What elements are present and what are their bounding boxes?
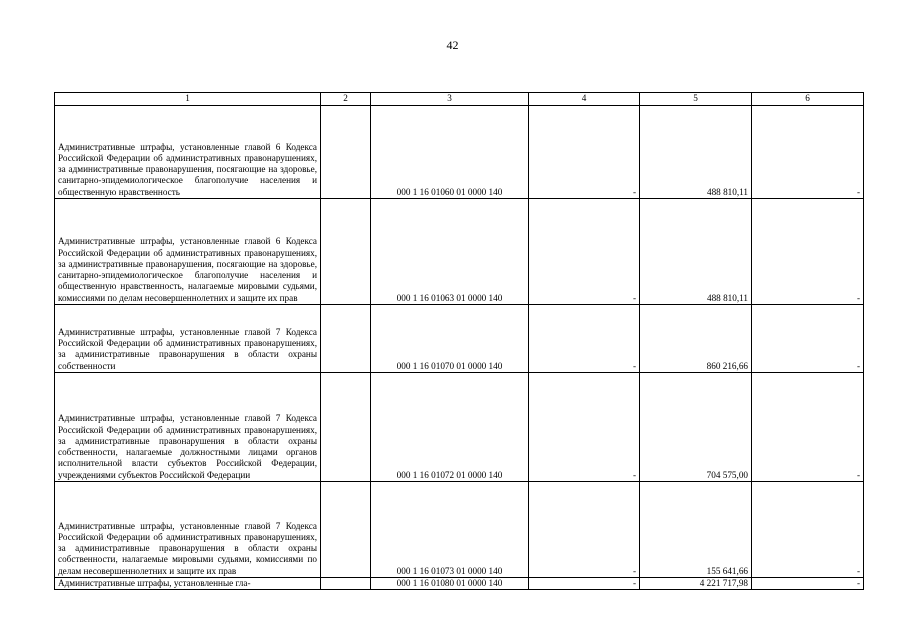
header-row: [55, 93, 864, 106]
row-col4: -: [529, 482, 640, 578]
row-col2: [321, 305, 371, 373]
row-col6: -: [752, 106, 864, 199]
row-col6: -: [752, 482, 864, 578]
row-col4: -: [529, 578, 640, 590]
row-description: Административные штрафы, установленные главой 7 Кодекса Российской Федерации об административных правонарушениях, за административные правонарушения в области охраны собственности, налагаемые мировыми судьями, комиссиями по делам несовершеннолетних и защите их прав: [55, 482, 321, 578]
column-header-3: 3: [371, 93, 529, 106]
column-header-5: 5: [640, 93, 752, 106]
table-row: [55, 482, 864, 578]
row-col4: -: [529, 305, 640, 373]
row-description: Административные штрафы, установленные главой 6 Кодекса Российской Федерации об административных правонарушениях, за административные правонарушения, посягающие на здоровье, санитарно-эпидемиологическое благополучие населения и общественную нравственность: [55, 106, 321, 199]
row-amount: 155 641,66: [640, 482, 752, 578]
row-col6: -: [752, 305, 864, 373]
column-header-2: 2: [321, 93, 371, 106]
row-amount: 488 810,11: [640, 199, 752, 305]
table-row: [55, 305, 864, 373]
table-row: [55, 373, 864, 482]
row-col2: [321, 373, 371, 482]
row-col6: -: [752, 578, 864, 590]
table-row: [55, 106, 864, 199]
row-col4: -: [529, 106, 640, 199]
row-code: 000 1 16 01073 01 0000 140: [371, 482, 529, 578]
column-header-6: 6: [752, 93, 864, 106]
row-amount: 4 221 717,98: [640, 578, 752, 590]
budget-table: [54, 92, 864, 590]
table-row: [55, 199, 864, 305]
row-col2: [321, 106, 371, 199]
row-amount: 488 810,11: [640, 106, 752, 199]
row-col6: -: [752, 373, 864, 482]
column-header-4: 4: [529, 93, 640, 106]
row-code: 000 1 16 01060 01 0000 140: [371, 106, 529, 199]
row-col4: -: [529, 199, 640, 305]
row-col2: [321, 578, 371, 590]
row-amount: 860 216,66: [640, 305, 752, 373]
row-col4: -: [529, 373, 640, 482]
row-description: Административные штрафы, установленные главой 6 Кодекса Российской Федерации об административных правонарушениях, за административные правонарушения, посягающие на здоровье, санитарно-эпидемиологическое благополучие населения и общественную нравственность, налагаемые мировыми судьями, комиссиями по делам несовершеннолетних и защите их прав: [55, 199, 321, 305]
row-description: Административные штрафы, установленные гла-: [55, 578, 321, 590]
row-amount: 704 575,00: [640, 373, 752, 482]
row-col2: [321, 199, 371, 305]
column-header-1: 1: [55, 93, 321, 106]
row-col6: -: [752, 199, 864, 305]
row-description: Административные штрафы, установленные главой 7 Кодекса Российской Федерации об административных правонарушениях, за административные правонарушения в области охраны собственности, налагаемые должностными лицами органов исполнительной власти субъектов Российской Федерации, учреждениями субъектов Российской Федерации: [55, 373, 321, 482]
table-row: [55, 578, 864, 590]
row-code: 000 1 16 01072 01 0000 140: [371, 373, 529, 482]
row-code: 000 1 16 01080 01 0000 140: [371, 578, 529, 590]
page-number: 42: [446, 38, 459, 52]
row-description: Административные штрафы, установленные главой 7 Кодекса Российской Федерации об административных правонарушениях, за административные правонарушения в области охраны собственности: [55, 305, 321, 373]
row-col2: [321, 482, 371, 578]
row-code: 000 1 16 01070 01 0000 140: [371, 305, 529, 373]
row-code: 000 1 16 01063 01 0000 140: [371, 199, 529, 305]
